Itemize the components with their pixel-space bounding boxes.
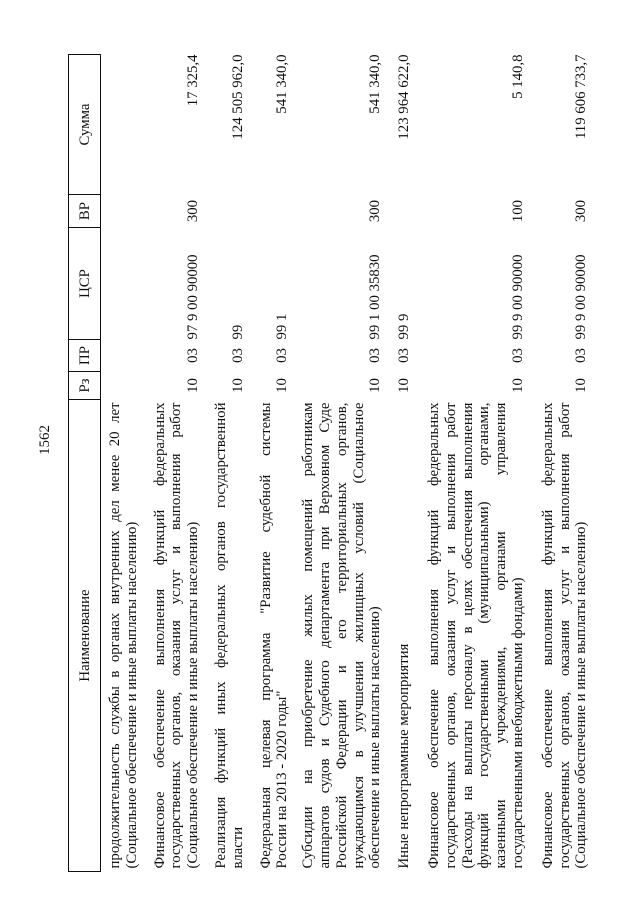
name-line: государственными внебюджетными фондами) bbox=[509, 577, 526, 869]
row-rz: 10 bbox=[229, 378, 246, 393]
table-row bbox=[202, 55, 247, 872]
row-sum: 17 325,4 bbox=[185, 54, 202, 107]
name-line: аппаратов судов и Судебного департамента при Верховном Суде bbox=[316, 402, 333, 869]
name-line: Иные непрограммные мероприятия bbox=[396, 643, 413, 869]
name-line: Реализация функций иных федеральных органов государственной bbox=[212, 402, 229, 869]
row-pr: 03 bbox=[367, 348, 384, 363]
name-line: власти bbox=[229, 826, 246, 869]
table-row bbox=[291, 55, 384, 872]
row-name-cell bbox=[247, 400, 292, 872]
row-pr: 03 bbox=[573, 348, 590, 363]
row-name-cell bbox=[141, 400, 202, 872]
row-csr: 99 9 bbox=[396, 313, 413, 340]
row-rz: 10 bbox=[185, 378, 202, 393]
name-line: России на 2013 - 2020 годы" bbox=[274, 690, 291, 869]
name-line: Финансовое обеспечение выполнения функций федеральных bbox=[539, 402, 556, 869]
row-rz: 10 bbox=[573, 378, 590, 393]
name-line: государственных органов, оказания услуг и выполнения работ bbox=[556, 402, 573, 869]
name-line: продолжительность службы в органах внутренних дел менее 20 лет bbox=[107, 402, 123, 869]
header-rz: Рз bbox=[69, 372, 101, 400]
table-row bbox=[101, 55, 141, 872]
row-sum: 541 340,0 bbox=[367, 54, 384, 114]
row-name-cell bbox=[413, 400, 527, 872]
row-pr: 03 bbox=[185, 348, 202, 363]
row-name-cell bbox=[202, 400, 247, 872]
row-vr bbox=[247, 195, 292, 228]
name-line: казенными учреждениями, органами управления bbox=[493, 402, 510, 869]
header-vr: ВР bbox=[69, 195, 101, 228]
row-csr: 97 9 00 90000 bbox=[185, 254, 202, 340]
row-csr: 99 1 00 35830 bbox=[367, 254, 384, 340]
row-sum: 119 606 733,7 bbox=[573, 54, 590, 140]
budget-table bbox=[68, 54, 590, 872]
row-vr: 300 bbox=[185, 199, 202, 223]
row-sum: 5 140,8 bbox=[509, 54, 526, 99]
name-line: Субсидии на приобретение жилых помещений работникам bbox=[300, 402, 317, 869]
header-pr: ПР bbox=[69, 340, 101, 372]
name-line: Российской Федерации и его территориальных органов, bbox=[333, 402, 350, 869]
row-vr bbox=[101, 195, 141, 228]
table-row bbox=[413, 55, 527, 872]
row-pr bbox=[101, 340, 141, 372]
row-rz: 10 bbox=[274, 378, 291, 393]
table-row bbox=[384, 55, 413, 872]
row-name-cell bbox=[384, 400, 413, 872]
row-vr: 100 bbox=[509, 199, 526, 223]
name-line: (Расходы на выплаты персоналу в целях обеспечения выполнения bbox=[459, 402, 476, 869]
name-line: (Социальное обеспечение и иные выплаты населению) bbox=[185, 521, 202, 869]
row-pr: 03 bbox=[229, 348, 246, 363]
row-sum: 123 964 622,0 bbox=[396, 54, 413, 140]
name-line: обеспечение и иные выплаты населению) bbox=[367, 606, 384, 869]
name-line: государственных органов, оказания услуг и выполнения работ bbox=[442, 402, 459, 869]
row-csr: 99 9 00 90000 bbox=[573, 254, 590, 340]
row-pr: 03 bbox=[274, 348, 291, 363]
name-line: (Социальное обеспечение и иные выплаты населению) bbox=[123, 521, 140, 869]
row-rz: 10 bbox=[396, 378, 413, 393]
name-line: Федеральная целевая программа "Развитие судебной системы bbox=[257, 402, 274, 869]
row-csr: 99 9 00 90000 bbox=[509, 254, 526, 340]
name-line: функций государственными (муниципальными) органами, bbox=[476, 402, 493, 869]
table-body bbox=[101, 55, 591, 872]
header-name: Наименование bbox=[69, 400, 101, 872]
header-csr: ЦСР bbox=[69, 228, 101, 340]
row-vr bbox=[384, 195, 413, 228]
row-vr bbox=[202, 195, 247, 228]
header-sum: Сумма bbox=[69, 55, 101, 195]
table-row bbox=[141, 55, 202, 872]
row-rz: 10 bbox=[509, 378, 526, 393]
row-vr: 300 bbox=[367, 199, 384, 223]
name-line: нуждающимся в улучшении жилищных условий (Социальное bbox=[350, 402, 367, 869]
page-number: 1562 bbox=[37, 425, 53, 455]
name-line: (Социальное обеспечение и иные выплаты населению) bbox=[573, 521, 590, 869]
row-sum: 541 340,0 bbox=[274, 54, 291, 114]
row-vr: 300 bbox=[573, 199, 590, 223]
row-pr: 03 bbox=[509, 348, 526, 363]
row-csr bbox=[101, 228, 141, 340]
row-sum: 124 505 962,0 bbox=[229, 54, 246, 140]
table-row bbox=[247, 55, 292, 872]
row-csr: 99 1 bbox=[274, 313, 291, 340]
row-name-cell bbox=[101, 400, 141, 872]
row-name-cell bbox=[291, 400, 384, 872]
name-line: Финансовое обеспечение выполнения функций федеральных bbox=[425, 402, 442, 869]
row-pr: 03 bbox=[396, 348, 413, 363]
row-rz bbox=[101, 372, 141, 400]
name-line: государственных органов, оказания услуг и выполнения работ bbox=[168, 402, 185, 869]
name-line: Финансовое обеспечение выполнения функций федеральных bbox=[151, 402, 168, 869]
row-csr: 99 bbox=[229, 324, 246, 340]
row-sum bbox=[101, 55, 141, 195]
row-rz: 10 bbox=[367, 378, 384, 393]
row-name-cell bbox=[527, 400, 590, 872]
table-row bbox=[527, 55, 590, 872]
table-header-row bbox=[69, 55, 101, 872]
